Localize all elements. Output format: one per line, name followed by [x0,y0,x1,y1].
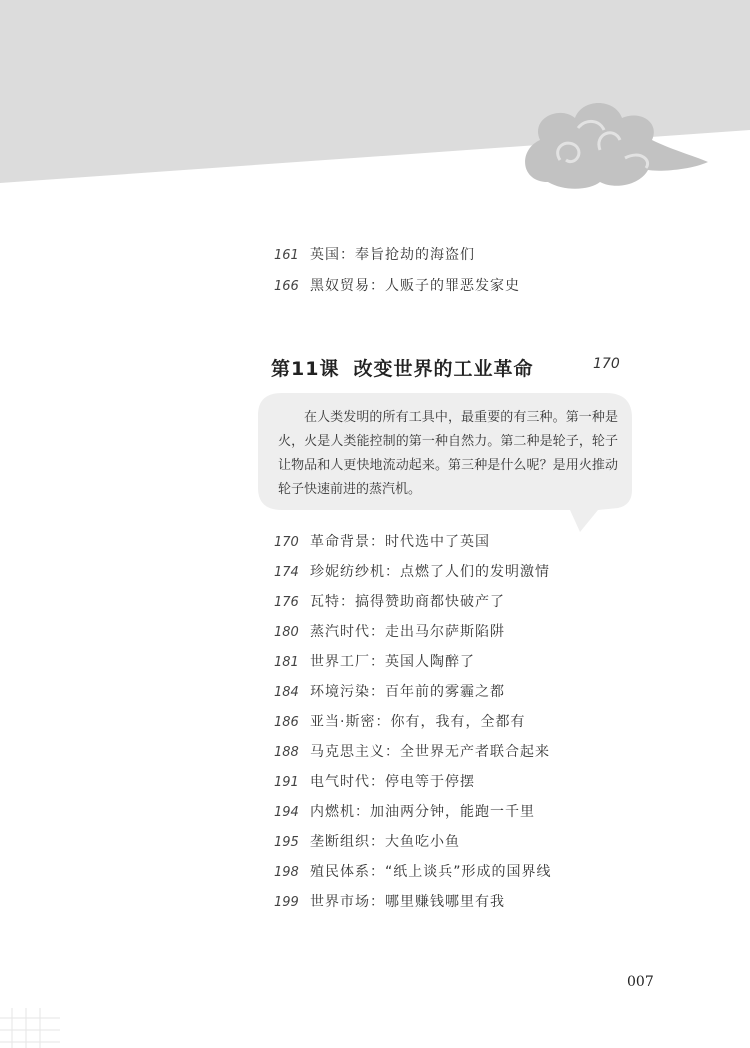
entry-page: 166 [274,279,299,294]
entry-title: 垄断组织：大鱼吃小鱼 [310,834,460,850]
entry-page: 186 [274,715,299,730]
entry-page: 161 [274,248,299,263]
entry-page: 194 [274,805,299,820]
lesson-title: 改变世界的工业革命 [353,358,534,380]
entry-title: 蒸汽时代：走出马尔萨斯陷阱 [310,624,505,640]
entry-page: 198 [274,865,299,880]
entry-page: 199 [274,895,299,910]
entry-page: 181 [274,655,299,670]
entry-title: 黑奴贸易：人贩子的罪恶发家史 [310,278,520,294]
lesson-number: 第11课 [271,358,340,380]
entry-title: 亚当·斯密：你有，我有，全都有 [310,714,526,730]
toc-entry [274,559,550,585]
entry-title: 英国：奉旨抢劫的海盗们 [310,247,475,263]
page-number: 007 [627,974,654,990]
entry-title: 电气时代：停电等于停摆 [310,774,475,790]
toc-entry [274,709,525,735]
entry-page: 188 [274,745,299,760]
toc-entry [274,829,460,855]
entry-title: 瓦特：搞得赞助商都快破产了 [310,594,505,610]
intro-text: 在人类发明的所有工具中，最重要的有三种。第一种是火，火是人类能控制的第一种自然力。第二种是轮子，轮子让物品和人更快地流动起来。第三种是什么呢？是用火推动轮子快速前进的蒸汽机。 [278,410,618,497]
entry-page: 180 [274,625,299,640]
entry-page: 170 [274,535,299,550]
toc-entry [274,739,550,765]
toc-entry [274,859,552,885]
entry-title: 马克思主义：全世界无产者联合起来 [310,744,550,760]
toc-entry [274,799,535,825]
lesson-page-number: 170 [593,356,620,372]
toc-entry [274,889,505,915]
entry-title: 世界市场：哪里赚钱哪里有我 [310,894,505,910]
entry-page: 195 [274,835,299,850]
entry-title: 世界工厂：英国人陶醉了 [310,654,475,670]
toc-entry [274,649,475,675]
entry-title: 内燃机：加油两分钟，能跑一千里 [310,804,535,820]
toc-entry [274,679,505,705]
entry-title: 珍妮纺纱机：点燃了人们的发明激情 [310,564,550,580]
toc-entry [274,529,490,555]
entry-page: 174 [274,565,299,580]
entry-page: 191 [274,775,299,790]
entry-title: 殖民体系：“纸上谈兵”形成的国界线 [310,864,552,880]
toc-entry [274,769,475,795]
entry-page: 176 [274,595,299,610]
entry-title: 革命背景：时代选中了英国 [310,534,490,550]
corner-grid-decoration [0,1008,60,1048]
entry-page: 184 [274,685,299,700]
toc-entry [274,619,505,645]
toc-entry [274,589,505,615]
entry-title: 环境污染：百年前的雾霾之都 [310,684,505,700]
